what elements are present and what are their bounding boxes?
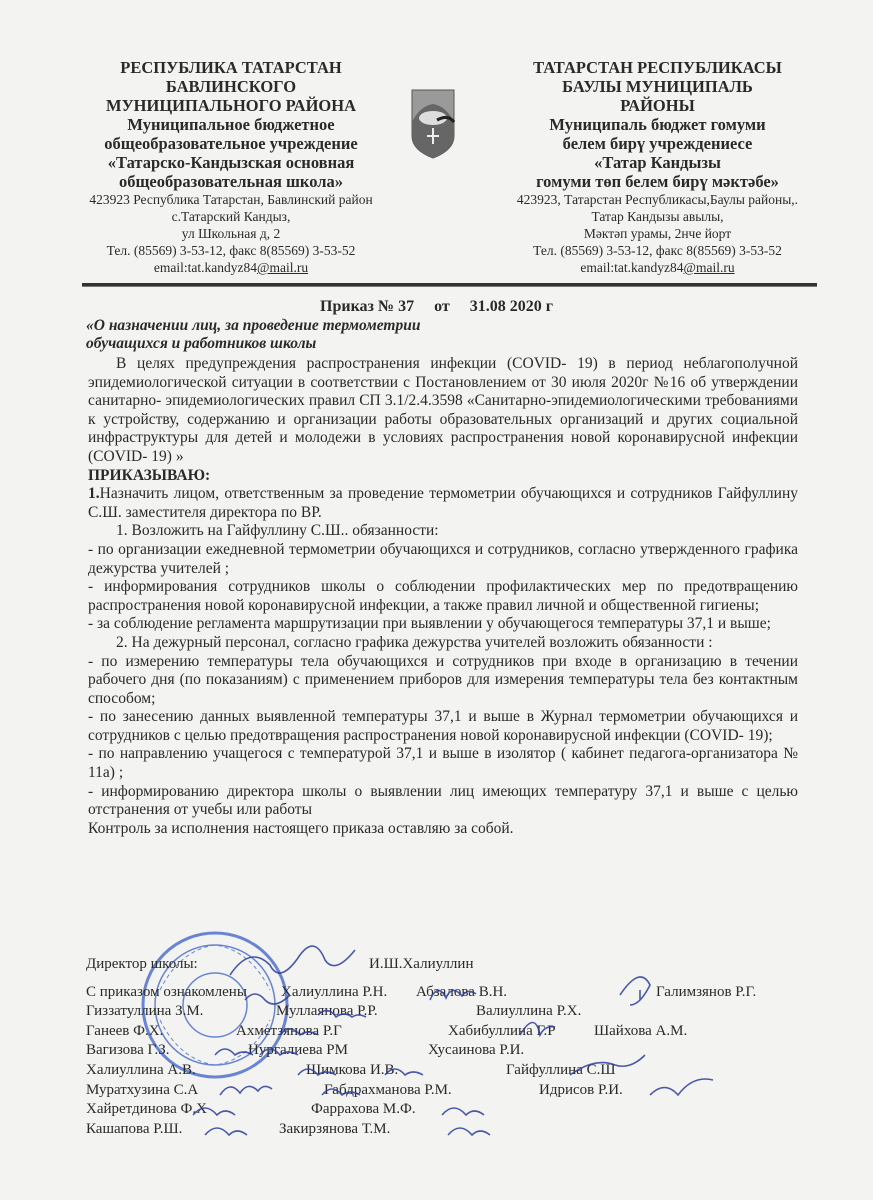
signoff-block	[86, 955, 806, 1139]
staff-name: Халиуллина А.В.	[86, 1061, 196, 1078]
header-line: общеобразовательная школа»	[118, 172, 343, 191]
staff-name: Ганеев Ф.Х.	[86, 1022, 164, 1039]
item-text: Назначить лицом, ответственным за проведение термометрии обучающихся и сотрудников Гайфуллину С.Ш. заместителя директора по ВР.	[88, 485, 798, 521]
address-line: Татар Кандызы авылы,	[591, 209, 724, 224]
email-prefix: email:tat.kandyz84	[580, 260, 684, 275]
duty-paragraph: - информирования сотрудников школы о соблюдении профилактических мер по предотвращению распространения новой коронавирусной инфекции, а также правил личной и общественной гигиены;	[88, 578, 798, 614]
item-2: 1. Возложить на Гайфуллину С.Ш.. обязанности:	[116, 522, 439, 540]
header-divider	[82, 283, 817, 287]
staff-name: Закирзянова Т.М.	[279, 1120, 391, 1137]
phone-line: Тел. (85569) 3-53-12, факс 8(85569) 3-53-52	[106, 243, 356, 258]
header-line: ТАТАРСТАН РЕСПУБЛИКАСЫ	[533, 58, 782, 77]
header-line: «Татар Кандызы	[594, 153, 721, 172]
signoff-row	[86, 1081, 806, 1101]
order-title	[0, 298, 873, 316]
duty-paragraph: - по организации ежедневной термометрии обучающихся и сотрудников, согласно утвержденного графика дежурства учителей ;	[88, 540, 798, 577]
staff-name: Гиззатуллина З.М.	[86, 1003, 204, 1020]
item-1	[88, 485, 798, 522]
order-body	[88, 355, 798, 838]
email-prefix: email:tat.kandyz84	[153, 260, 258, 275]
duty-paragraph: - по измерению температуры тела обучающихся и сотрудников при входе в организацию в течении рабочего дня (по показаниям) с применением приборов для измерения температуры тела без контактным способом;	[88, 652, 798, 707]
staff-name: Абзалова В.Н.	[416, 983, 508, 1000]
subject-line: обучащихся и работников школы	[86, 334, 317, 352]
staff-name: Хусаинова Р.И.	[428, 1042, 525, 1059]
item-3: 2. На дежурный персонал, согласно графика дежурства учителей возложить обязанности :	[116, 633, 713, 651]
subject-line: «О назначении лиц, за проведение термометрии	[86, 317, 421, 334]
staff-name: Гайфуллина С.Ш	[506, 1061, 616, 1078]
address-line: с.Татарский Кандыз,	[171, 209, 291, 224]
staff-name: Фаррахова М.Ф.	[311, 1101, 416, 1118]
staff-name: Идрисов Р.И.	[539, 1081, 623, 1098]
staff-name: Хайретдинова Ф.Х	[86, 1101, 207, 1118]
header-line: РЕСПУБЛИКА ТАТАРСТАН	[120, 58, 342, 77]
address-line: Мәктәп урамы, 2нче йорт	[583, 226, 732, 241]
header-line: МУНИЦИПАЛЬНОГО РАЙОНА	[106, 96, 356, 115]
order-date: 31.08 2020 г	[469, 298, 553, 315]
signoff-row	[86, 1041, 806, 1061]
signoff-row	[86, 1120, 806, 1140]
header-line: общеобразовательное учреждение	[104, 134, 358, 153]
header-line: Муниципаль бюджет гомуми	[549, 115, 766, 134]
header-line: «Татарско-Кандызская основная	[107, 153, 355, 172]
signoff-row	[86, 1100, 806, 1120]
control-paragraph: Контроль за исполнения настоящего приказа оставляю за собой.	[88, 819, 514, 837]
email-link[interactable]: @mail.ru	[257, 260, 309, 275]
address-line: ул Школьная д, 2	[181, 226, 281, 241]
staff-name: Габдрахманова Р.М.	[324, 1081, 452, 1098]
signoff-row	[86, 983, 806, 1003]
staff-name: Муллаянова Р.Р.	[276, 1003, 378, 1020]
staff-name: Муратхузина С.А	[86, 1081, 199, 1098]
staff-name: Шимкова И.В.	[306, 1061, 399, 1078]
staff-name: Кашапова Р.Ш.	[86, 1120, 183, 1137]
staff-name: Ахметзянова Р.Г	[236, 1022, 342, 1039]
header-line: БАВЛИНСКОГО	[165, 77, 297, 96]
email-line	[490, 259, 825, 276]
order-from: от	[434, 298, 450, 315]
director-row	[86, 955, 806, 975]
header-line: Муниципальное бюджетное	[127, 115, 335, 134]
order-word: ПРИКАЗЫВАЮ:	[88, 466, 211, 484]
signoff-row	[86, 1061, 806, 1081]
order-subject	[86, 317, 420, 352]
staff-name: Шайхова А.М.	[594, 1022, 688, 1039]
order-number: Приказ № 37	[320, 298, 415, 315]
duty-paragraph: - по направлению учащегося с температурой 37,1 и выше в изолятор ( кабинет педагога-организатора № 11а) ;	[88, 745, 798, 782]
item-number: 1.	[88, 485, 100, 503]
intro-paragraph: В целях предупреждения распространения инфекции (COVID- 19) в период неблагополучной эпидемиологической ситуации в соответствии с Постановлением от 30 июля 2020г №16 об утверждении санитарно- эпидемиологических правил СП 3.1/2.4.3598 «Санитарно-эпидемиологическими требованиями к устройству, содержанию и организации работы образовательных организаций и других социальной инфраструктуры для детей и молодежи в условиях распространения новой коронавирусной инфекции (COVID- 19) »	[88, 355, 798, 465]
duty-paragraph: - за соблюдение регламента маршрутизации при выявлении у обучающегося температуры 37,1 и выше;	[88, 615, 771, 633]
email-line	[76, 259, 386, 276]
coat-of-arms-icon	[410, 88, 456, 160]
phone-line: Тел. (85569) 3-53-12, факс 8(85569) 3-53-52	[533, 243, 782, 258]
acquainted-label: С приказом ознакомлены	[86, 983, 247, 1000]
staff-name: Вагизова Г.З.	[86, 1042, 170, 1059]
duty-paragraph: - информированию директора школы о выявлении лиц имеющих температуру 37,1 и выше с целью отстранения от учебы или работы	[88, 782, 798, 819]
signoff-row	[86, 1022, 806, 1042]
signoff-row	[86, 1002, 806, 1022]
header-line: РАЙОНЫ	[620, 96, 695, 115]
header-line: БАУЛЫ МУНИЦИПАЛЬ	[562, 77, 753, 96]
header-line: гомуми төп белем бирү мәктәбе»	[536, 172, 779, 191]
staff-name: Валиуллина Р.Х.	[476, 1003, 582, 1020]
header-right-tatar	[490, 58, 825, 276]
staff-name: Нургалиева РМ	[248, 1042, 348, 1059]
staff-name: Халиуллина Р.Н.	[281, 983, 388, 1000]
email-link[interactable]: @mail.ru	[683, 260, 735, 275]
header-left-russian	[76, 58, 386, 276]
header-line: белем бирү учреждениесе	[562, 134, 753, 153]
director-label: Директор школы:	[86, 956, 198, 972]
staff-name: Галимзянов Р.Г.	[656, 983, 757, 1000]
staff-name: Хабибуллина Г.Р	[448, 1022, 556, 1039]
director-name: И.Ш.Халиуллин	[369, 956, 474, 972]
address-line: 423923, Татарстан Республикасы,Баулы районы,.	[516, 192, 799, 207]
address-line: 423923 Республика Татарстан, Бавлинский район	[89, 192, 373, 207]
duty-paragraph: - по занесению данных выявленной температуры 37,1 и выше в Журнал термометрии обучающихся и сотрудников с целью предотвращения распространения новой коронавирусной инфекции (COVID- 19);	[88, 708, 798, 744]
